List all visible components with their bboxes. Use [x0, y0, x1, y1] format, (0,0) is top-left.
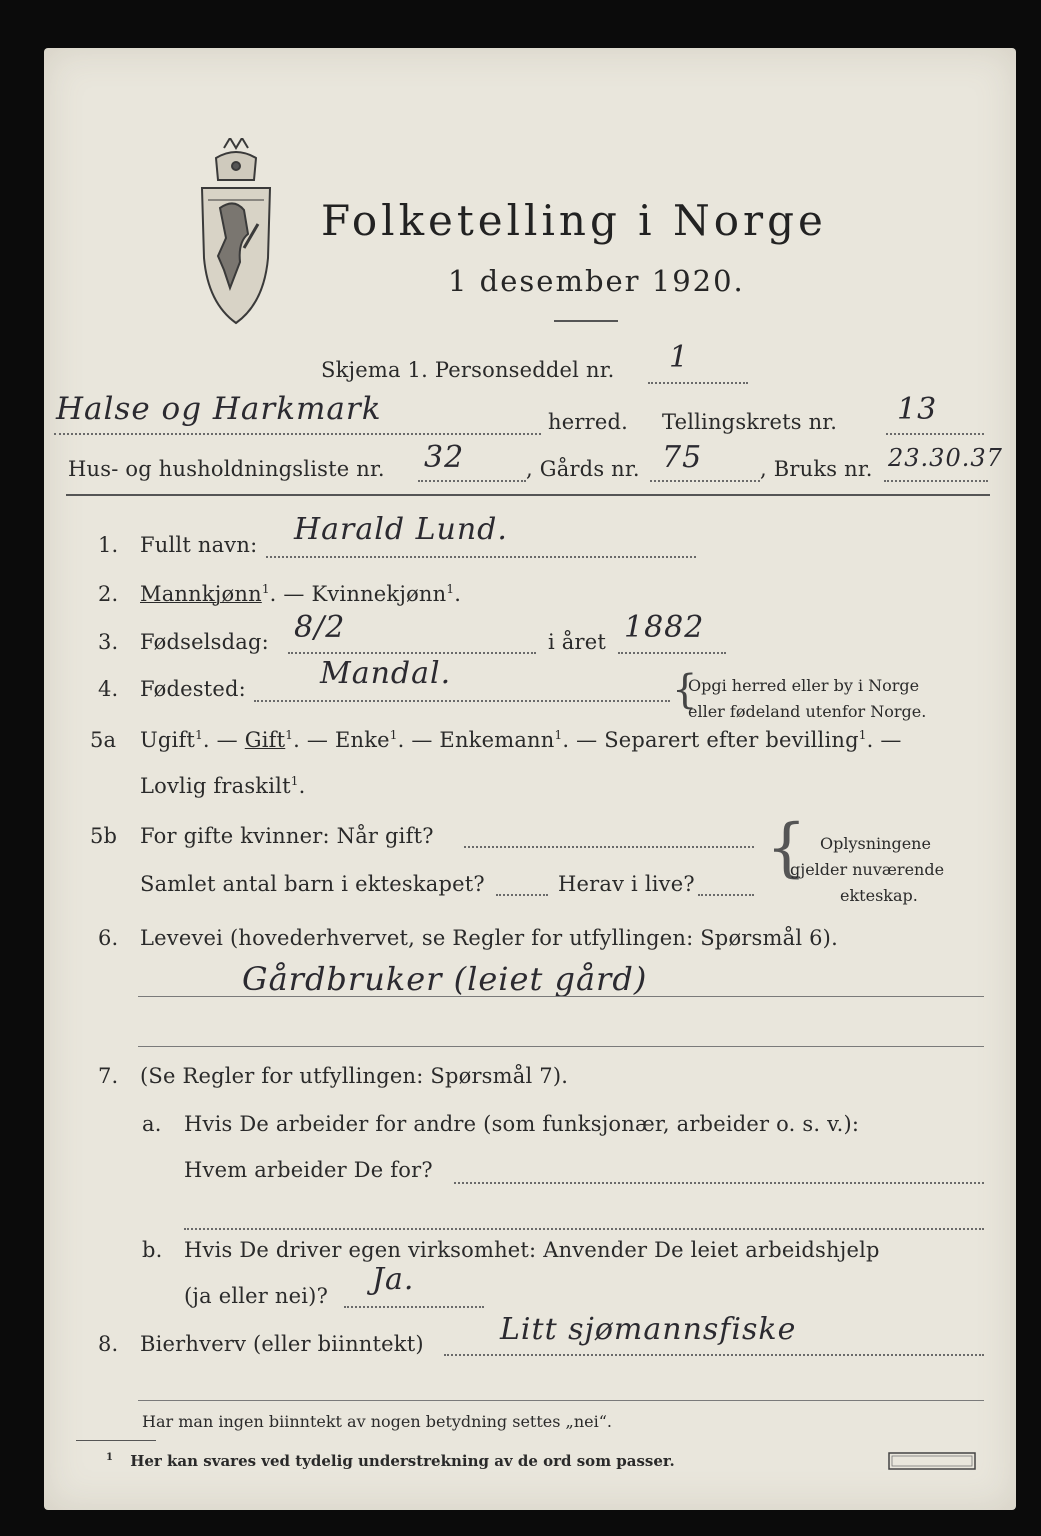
- q3-day-line: [288, 652, 536, 654]
- gards-value: 75: [662, 440, 703, 475]
- q2-options: [140, 582, 461, 606]
- q8-label: Bierhverv (eller biinntekt): [140, 1332, 424, 1356]
- birth-year-value: 1882: [624, 610, 705, 645]
- q6-line2: [138, 1046, 984, 1047]
- q5b-label1: For gifte kvinner: Når gift?: [140, 824, 434, 848]
- birth-day-value: 8/2: [294, 610, 346, 645]
- q5a-options: Ugift$^1$. — Gift$^1$. — Enke$^1$. — Enkemann$^1$. — Separert efter bevilling$^1$. —: [140, 728, 902, 752]
- q7a-label: Hvis De arbeider for andre (som funksjonær, arbeider o. s. v.):: [184, 1112, 860, 1136]
- gift-option: Gift: [244, 728, 286, 752]
- q3-year-line: [618, 652, 726, 654]
- q5b-alive-line: [698, 894, 754, 896]
- tellingskrets-value: 13: [897, 392, 938, 427]
- enkemann-option: Enkemann: [439, 728, 555, 752]
- q1-number: 1.: [98, 533, 119, 557]
- q3-label: Fødselsdag:: [140, 630, 269, 654]
- norwegian-coat-of-arms-icon: [194, 138, 278, 338]
- q7a-extra-line: [184, 1228, 984, 1230]
- tellingskrets-line: [886, 433, 984, 435]
- enke-option: Enke: [334, 728, 390, 752]
- q2-end: .: [454, 582, 462, 606]
- q5b-note-line1: Oplysningene: [820, 834, 931, 853]
- lovlig-fraskilt-option: Lovlig fraskilt: [140, 774, 291, 798]
- q6-number: 6.: [98, 926, 119, 950]
- liste-line: [418, 480, 526, 482]
- q5b-married-line: [464, 846, 754, 848]
- bruks-label: , Bruks nr.: [760, 457, 873, 481]
- census-form-sheet: [44, 48, 1016, 1510]
- q6-line1: [138, 996, 984, 997]
- q5b-brace: {: [766, 811, 807, 885]
- q5b-children-line: [496, 894, 548, 896]
- q8-line2: [138, 1400, 984, 1401]
- q4-line: [254, 700, 670, 702]
- q4-note-line1: Opgi herred eller by i Norge: [688, 676, 920, 695]
- personseddel-line: [648, 382, 748, 384]
- q7b-label2: (ja eller nei)?: [184, 1284, 329, 1308]
- birthplace-value: Mandal.: [320, 656, 452, 691]
- q7a-employer-line: [454, 1182, 984, 1184]
- footnote-sup: 1: [106, 1452, 113, 1463]
- q7b-label: Hvis De driver egen virksomhet: Anvender De leiet arbeidshjelp: [184, 1238, 880, 1262]
- ugift-option: Ugift: [140, 728, 196, 752]
- q7b-line: [344, 1306, 484, 1308]
- q7b-number: b.: [142, 1238, 163, 1262]
- form-title: Folketelling i Norge: [321, 196, 827, 245]
- header-rule: [66, 494, 990, 496]
- liste-label: Hus- og husholdningsliste nr.: [68, 457, 385, 481]
- kvinnekjonn-option: Kvinnekjønn: [311, 582, 447, 606]
- secondary-income-value: Litt sjømannsfiske: [500, 1312, 797, 1347]
- q7-label: (Se Regler for utfyllingen: Spørsmål 7).: [140, 1064, 569, 1088]
- q2-female-sup: 1: [446, 582, 455, 596]
- gards-label: , Gårds nr.: [526, 457, 640, 481]
- q5b-label3: Herav i live?: [558, 872, 695, 896]
- herred-label: herred.: [548, 410, 628, 434]
- q5b-note-line2: gjelder nuværende: [790, 860, 945, 879]
- q2-separator: . —: [269, 582, 312, 606]
- separert-option: Separert efter bevilling: [604, 728, 859, 752]
- liste-value: 32: [424, 440, 465, 475]
- q4-note-line2: eller fødeland utenfor Norge.: [688, 702, 927, 721]
- q5b-note-line3: ekteskap.: [840, 886, 918, 905]
- mannkjonn-option: Mannkjønn: [140, 582, 262, 606]
- personseddel-nr-value: 1: [669, 340, 690, 375]
- q5b-label2: Samlet antal barn i ekteskapet?: [140, 872, 485, 896]
- footnote: [106, 1452, 675, 1470]
- bruks-value: 23.30.37: [888, 444, 1003, 472]
- q4-label: Fødested:: [140, 677, 246, 701]
- q8-note: Har man ingen biinntekt av nogen betydning settes „nei“.: [142, 1412, 612, 1431]
- occupation-value: Gårdbruker (leiet gård): [242, 960, 648, 998]
- q5a-options-line2: Lovlig fraskilt$^1$.: [140, 774, 306, 798]
- q2-number: 2.: [98, 582, 119, 606]
- q5a-number: 5a: [90, 728, 117, 752]
- q4-number: 4.: [98, 677, 119, 701]
- q1-line: [266, 556, 696, 558]
- footnote-text: Her kan svares ved tydelig understrekning av de ord som passer.: [130, 1452, 675, 1470]
- footnote-rule: [76, 1440, 156, 1441]
- form-date: 1 desember 1920.: [448, 264, 745, 298]
- printer-stamp-icon: [888, 1452, 976, 1470]
- q5b-number: 5b: [90, 824, 118, 848]
- gards-line: [650, 480, 760, 482]
- hired-help-value: Ja.: [372, 1262, 415, 1297]
- q4-brace: {: [672, 667, 698, 713]
- q7a-label2: Hvem arbeider De for?: [184, 1158, 433, 1182]
- q1-label: Fullt navn:: [140, 533, 258, 557]
- q3-number: 3.: [98, 630, 119, 654]
- full-name-value: Harald Lund.: [294, 512, 508, 547]
- q2-male-sup: 1: [261, 582, 270, 596]
- title-divider: [554, 320, 618, 322]
- q8-number: 8.: [98, 1332, 119, 1356]
- q3-year-label: i året: [548, 630, 607, 654]
- q8-line: [444, 1354, 984, 1356]
- q7-number: 7.: [98, 1064, 119, 1088]
- q6-label: Levevei (hovederhvervet, se Regler for utfyllingen: Spørsmål 6).: [140, 926, 838, 950]
- herred-value: Halse og Harkmark: [56, 391, 382, 427]
- q7a-number: a.: [142, 1112, 162, 1136]
- schema-label: Skjema 1. Personseddel nr.: [321, 358, 615, 382]
- bruks-line: [884, 480, 988, 482]
- tellingskrets-label: Tellingskrets nr.: [662, 410, 838, 434]
- herred-line: [54, 433, 541, 435]
